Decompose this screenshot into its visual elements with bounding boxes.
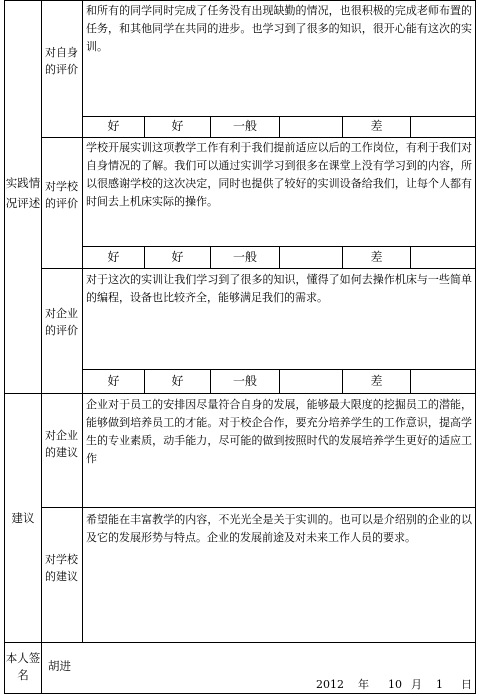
- rating-good: 好: [171, 374, 184, 388]
- rule: [475, 0, 476, 694]
- label-self-eval: 对自身的评价: [45, 46, 78, 76]
- date-day-unit: 日: [461, 678, 472, 691]
- section-label-sign: 本人签名: [5, 651, 41, 682]
- label-school-eval: 对学校的评价: [45, 180, 78, 210]
- rating-average: 一般: [232, 119, 257, 133]
- enterprise-suggest-text: 企业对于员工的安排因尽量符合自身的发展，能够最大限度的挖掘员工的潜能，能够做到培养员工的才能。对于校企合作，要充分培养学生的工作意识，提高学生的专业素质，动手能力，尽可能的做到按照时代的发展培养学生更好的适应工作: [86, 398, 472, 465]
- rating-poor: 差: [370, 250, 383, 264]
- rule: [4, 393, 476, 394]
- rating-poor: 差: [370, 119, 383, 133]
- date-day: 1: [436, 678, 443, 691]
- rating-good: 好: [107, 250, 120, 264]
- rule: [41, 137, 476, 138]
- rating-good: 好: [107, 374, 120, 388]
- rating-good: 好: [171, 250, 184, 264]
- enterprise-eval-text: 对于这次的实训让我们学习到了很多的知识，懂得了如何去操作机床与一些简单的编程，设备也比较齐全，能够满足我们的需求。: [86, 273, 472, 304]
- rating-average: 一般: [232, 250, 257, 264]
- date-year: 2012: [316, 678, 344, 691]
- date-month-unit: 月: [411, 678, 422, 691]
- rule: [41, 0, 42, 694]
- rule: [82, 0, 83, 642]
- rule: [41, 507, 476, 508]
- date-month: 10: [388, 678, 402, 691]
- label-enterprise-suggest: 对企业的建议: [45, 429, 78, 459]
- rule: [410, 246, 411, 268]
- rule: [4, 642, 476, 643]
- section-label-practice: 实践情况评述: [5, 176, 41, 210]
- rule: [410, 116, 411, 137]
- rule: [41, 268, 476, 269]
- rule: [279, 116, 280, 137]
- rule: [279, 369, 280, 393]
- signature-name: 胡进: [48, 659, 71, 673]
- rating-poor: 差: [370, 374, 383, 388]
- rating-good: 好: [171, 119, 184, 133]
- date-year-unit: 年: [358, 678, 369, 691]
- section-label-suggest: 建议: [11, 511, 35, 525]
- school-suggest-text: 希望能在丰富教学的内容，不光光全是关于实训的。也可以是介绍别的企业的以及它的发展形势与特点。企业的发展前途及对未来工作人员的要求。: [86, 513, 472, 544]
- rule: [279, 246, 280, 268]
- school-eval-text: 学校开展实训这项教学工作有利于我们提前适应以后的工作岗位，有利于我们对自身情况的了解。我们可以通过实训学习到很多在课堂上没有学习到的内容，所以很感谢学校的这次决定，同时也提供了较好的实训设备给我们，让每个人都有时间去上机床实际的操作。: [86, 141, 472, 208]
- label-school-suggest: 对学校的建议: [45, 553, 78, 583]
- rating-average: 一般: [232, 374, 257, 388]
- self-eval-text: 和所有的同学同时完成了任务没有出现缺勤的情况，也很积极的完成老师布置的任务，和其他同学在共同的进步。也学习到了很多的知识，很开心能有这次的实训。: [86, 4, 472, 53]
- rule: [4, 0, 5, 694]
- rule: [4, 0, 476, 1]
- rule: [410, 369, 411, 393]
- label-enterprise-eval: 对企业的评价: [45, 307, 78, 337]
- rating-good: 好: [107, 119, 120, 133]
